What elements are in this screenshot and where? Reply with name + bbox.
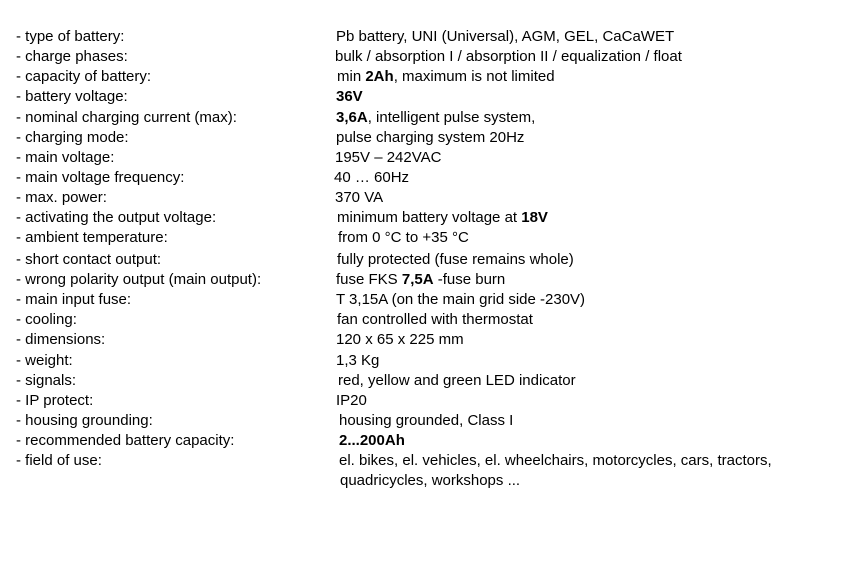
spec-value-text: housing grounded, Class I xyxy=(339,412,514,430)
spec-value-text: fuse FKS xyxy=(336,271,402,289)
spec-row xyxy=(16,371,851,391)
spec-value xyxy=(336,27,674,47)
spec-value-text: , maximum is not limited xyxy=(393,68,555,86)
spec-label: - charging mode: xyxy=(16,128,129,146)
spec-label: - wrong polarity output (main output): xyxy=(16,271,262,289)
spec-value xyxy=(336,330,464,350)
spec-value xyxy=(336,87,363,107)
spec-row xyxy=(16,310,851,330)
spec-label: - battery voltage: xyxy=(16,88,128,106)
spec-value-text: 195V – 242VAC xyxy=(335,148,442,166)
spec-value-text: 370 VA xyxy=(335,189,384,207)
spec-value xyxy=(335,148,441,168)
spec-row xyxy=(16,188,851,208)
spec-value-text: pulse charging system 20Hz xyxy=(336,128,525,146)
spec-value xyxy=(339,451,772,471)
spec-row xyxy=(16,431,851,451)
spec-value xyxy=(336,270,505,290)
spec-label: - IP protect: xyxy=(16,391,94,409)
spec-value xyxy=(335,188,383,208)
spec-list xyxy=(16,27,851,490)
spec-row xyxy=(16,228,851,250)
spec-label: - nominal charging current (max): xyxy=(16,108,237,126)
spec-row xyxy=(16,87,851,107)
spec-value-text: bulk / absorption I / absorption II / equalization / float xyxy=(335,48,682,66)
spec-value-text: 1,3 Kg xyxy=(336,351,380,369)
spec-value-bold: 36V xyxy=(336,88,363,106)
spec-row xyxy=(16,451,851,490)
spec-label: - main voltage frequency: xyxy=(16,168,185,186)
spec-row xyxy=(16,67,851,87)
spec-row xyxy=(16,270,851,290)
spec-value-text: Pb battery, UNI (Universal), AGM, GEL, CaCaWET xyxy=(336,28,675,45)
spec-label: - weight: xyxy=(16,351,73,369)
spec-value-text: T 3,15A (on the main grid side -230V) xyxy=(336,291,586,309)
spec-value xyxy=(337,208,548,228)
spec-value xyxy=(335,47,682,67)
spec-label: - max. power: xyxy=(16,189,107,207)
spec-value xyxy=(339,431,405,451)
spec-label: - cooling: xyxy=(16,311,77,329)
spec-label: - ambient temperature: xyxy=(16,229,168,247)
spec-value xyxy=(337,250,574,270)
spec-value-text: red, yellow and green LED indicator xyxy=(338,371,576,389)
spec-value-bold: 2...200Ah xyxy=(339,432,405,450)
spec-value-bold: 18V xyxy=(521,209,548,227)
spec-value-text: el. bikes, el. vehicles, el. wheelchairs, motorcycles, cars, tractors, xyxy=(339,452,772,470)
spec-row xyxy=(16,128,851,148)
spec-row xyxy=(16,411,851,431)
spec-row xyxy=(16,391,851,411)
spec-value xyxy=(338,371,576,391)
spec-label: - main input fuse: xyxy=(16,291,132,309)
spec-label: - dimensions: xyxy=(16,331,106,349)
spec-row xyxy=(16,148,851,168)
spec-value xyxy=(336,351,379,371)
spec-value-text: from 0 °C to +35 °C xyxy=(338,229,469,247)
spec-label: - main voltage: xyxy=(16,148,115,166)
spec-value-text: fully protected (fuse remains whole) xyxy=(337,250,574,268)
spec-row xyxy=(16,208,851,228)
spec-row xyxy=(16,47,851,67)
spec-row xyxy=(16,108,851,128)
spec-value-text: min xyxy=(337,68,366,86)
spec-value-bold: 3,6A xyxy=(336,108,368,126)
spec-label: - field of use: xyxy=(16,452,102,470)
spec-value xyxy=(336,391,367,411)
spec-value-text: minimum battery voltage at xyxy=(337,209,522,227)
spec-value-text: fan controlled with thermostat xyxy=(337,311,533,329)
spec-value-text: 120 x 65 x 225 mm xyxy=(336,331,464,349)
spec-value-bold: 2Ah xyxy=(365,68,394,86)
spec-value xyxy=(336,290,585,310)
spec-label: - short contact output: xyxy=(16,250,162,268)
spec-row xyxy=(16,250,851,270)
spec-value xyxy=(339,411,513,431)
spec-row xyxy=(16,330,851,350)
spec-label: - charge phases: xyxy=(16,48,128,66)
spec-label: - type of battery: xyxy=(16,28,125,45)
spec-value xyxy=(336,128,524,148)
spec-row xyxy=(16,168,851,188)
spec-row xyxy=(16,27,851,47)
spec-row xyxy=(16,351,851,371)
spec-value-continuation: quadricycles, workshops ... xyxy=(340,472,521,490)
spec-value-text: IP20 xyxy=(336,391,367,409)
spec-value-text: 40 … 60Hz xyxy=(334,168,410,186)
spec-value xyxy=(338,228,469,248)
spec-value-text: , intelligent pulse system, xyxy=(367,108,536,126)
spec-value xyxy=(337,67,555,87)
spec-label: - signals: xyxy=(16,371,77,389)
spec-row xyxy=(16,290,851,310)
spec-label: - capacity of battery: xyxy=(16,68,152,86)
spec-value xyxy=(337,310,533,330)
spec-value-bold: 7,5A xyxy=(401,271,434,289)
spec-label: - housing grounding: xyxy=(16,412,153,430)
spec-value xyxy=(334,168,409,188)
spec-value xyxy=(336,108,535,128)
spec-label: - recommended battery capacity: xyxy=(16,432,235,450)
spec-value-text: -fuse burn xyxy=(433,271,506,289)
spec-label: - activating the output voltage: xyxy=(16,209,217,227)
